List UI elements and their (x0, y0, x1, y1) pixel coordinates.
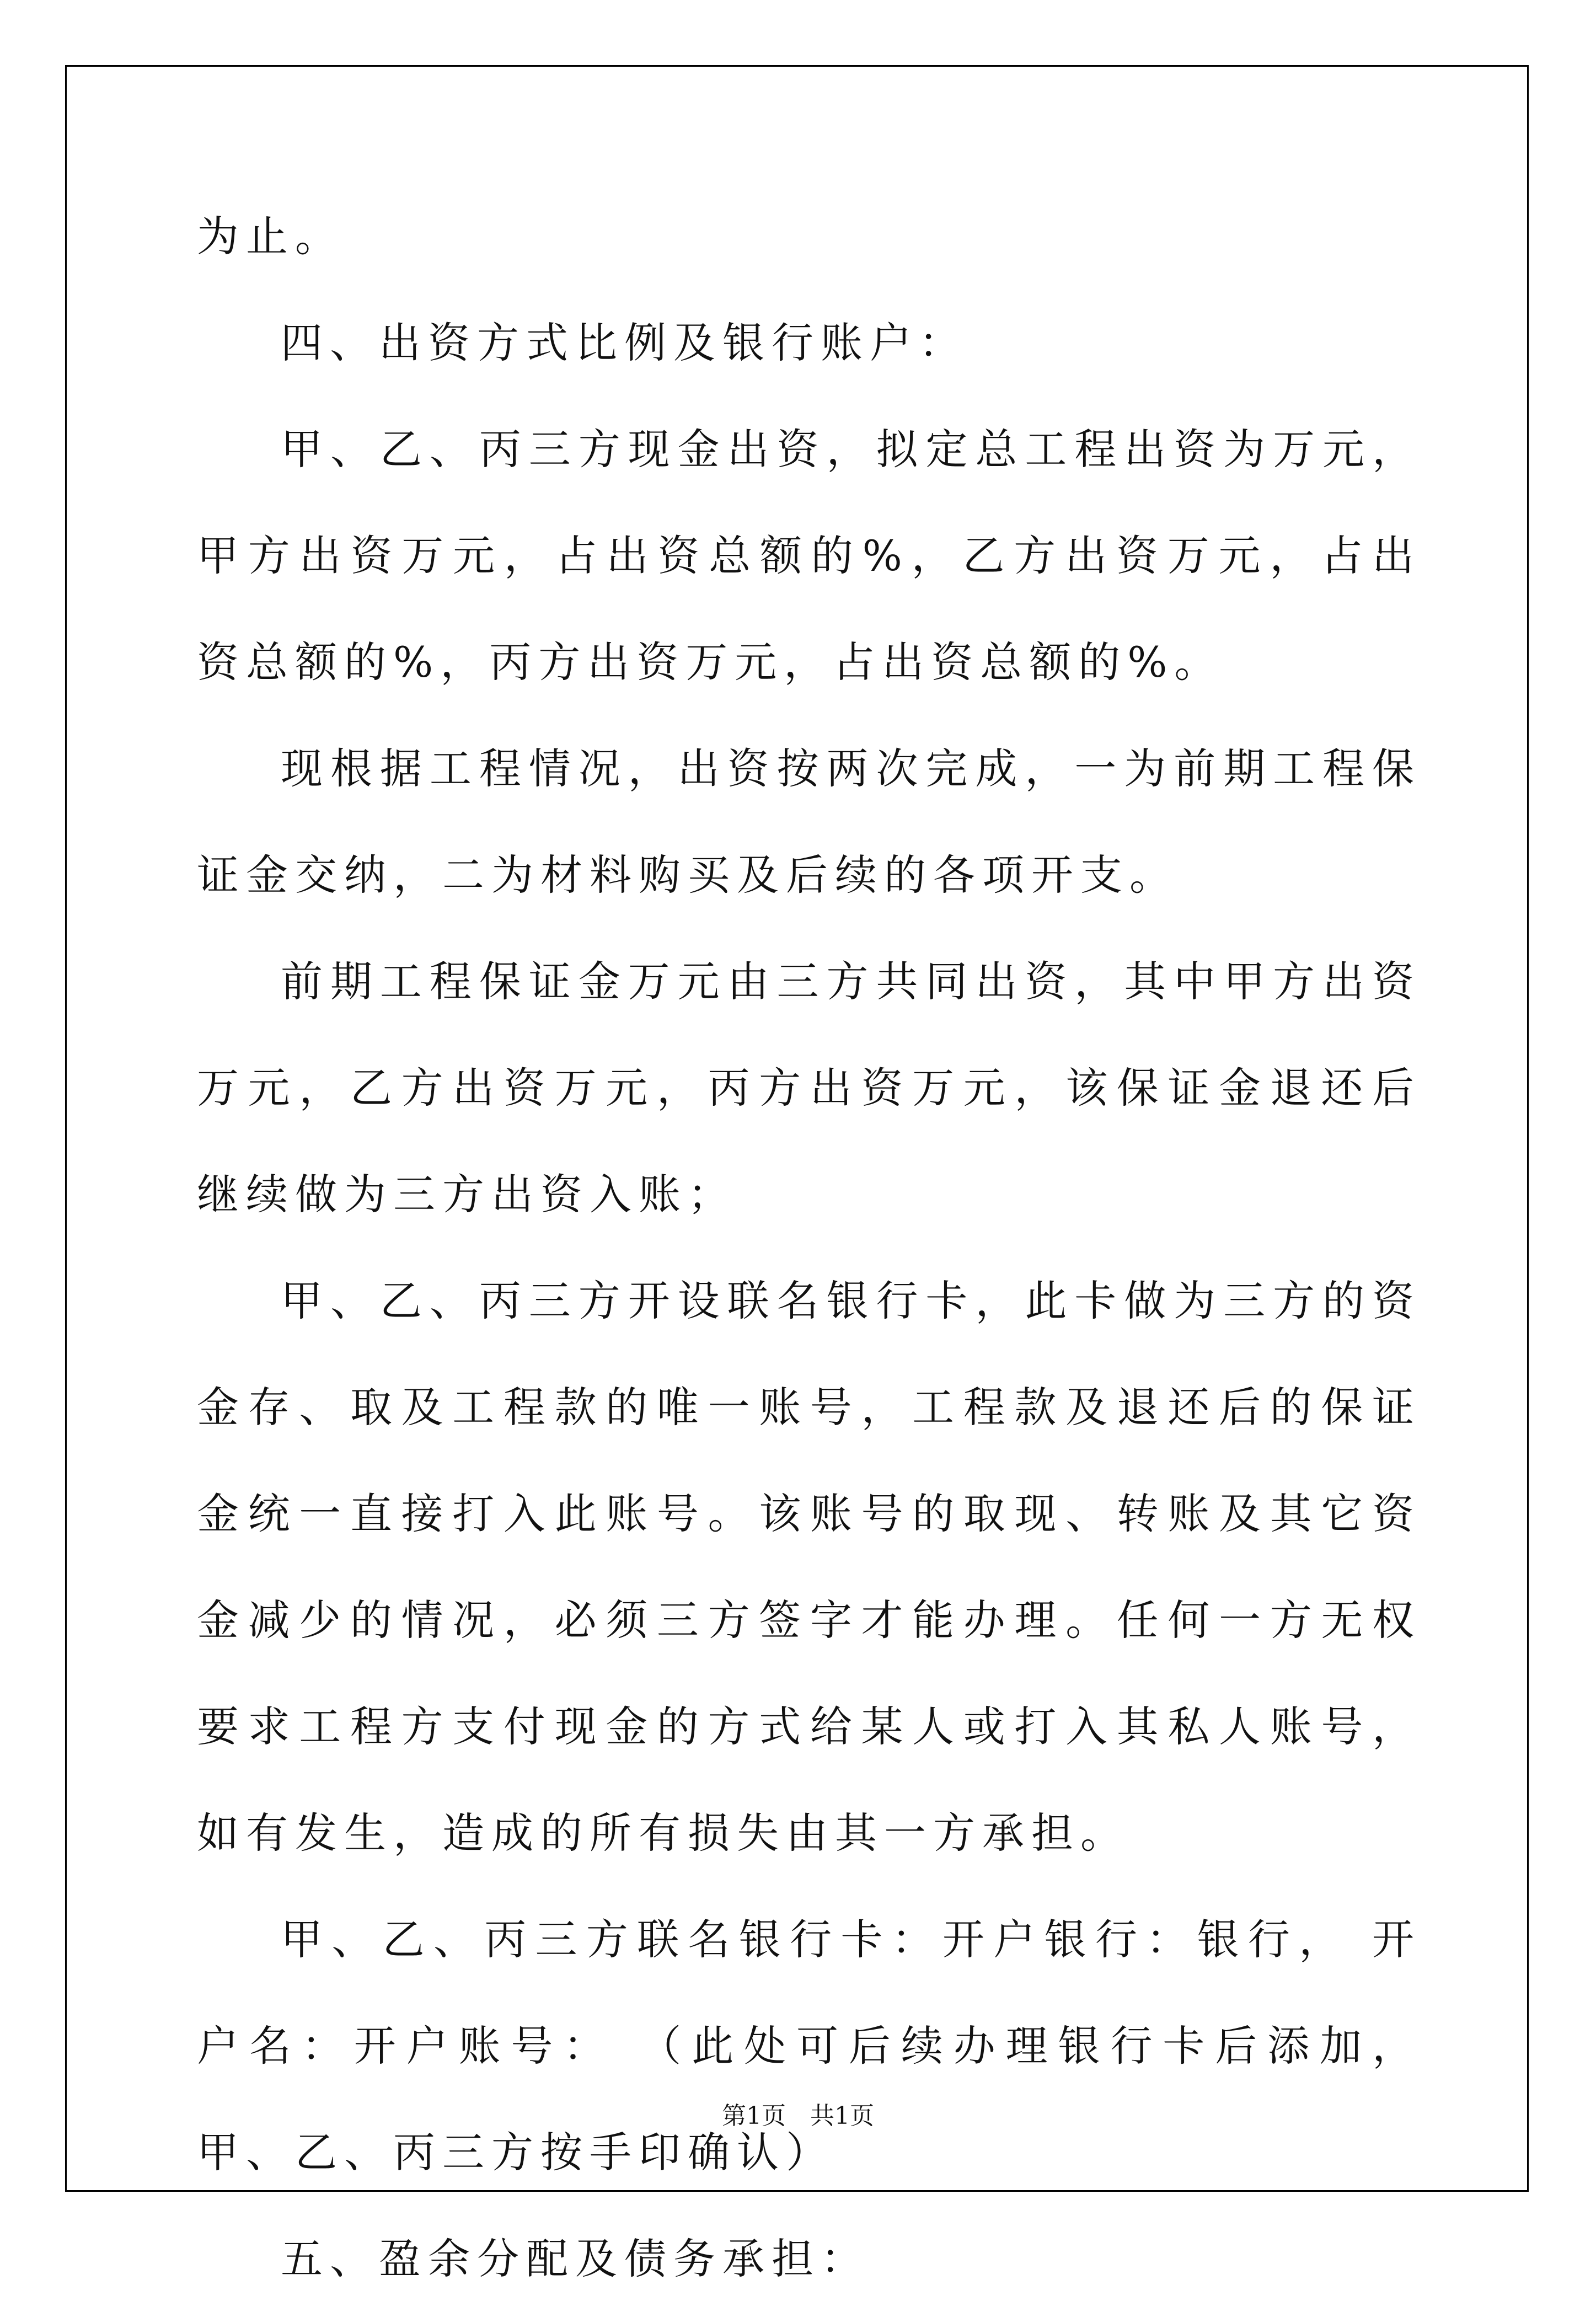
paragraph-8: 五、盈余分配及债务承担： (281, 2234, 870, 2283)
paragraph-1: 为止。 (197, 212, 344, 261)
page-footer: 第1页 共1页 (722, 2102, 874, 2130)
paragraph-4: 现根据工程情况，出资按两次完成，一为前期工程保证金交纳，二为材料购买及后续的各项开支。 (197, 744, 1421, 900)
paragraph-3: 甲、乙、丙三方现金出资，拟定总工程出资为万元，甲方出资万元，占出资总额的%，乙方出资万元，占出资总额的%，丙方出资万元，占出资总额的%。 (197, 425, 1421, 687)
paragraph-7: 甲、乙、丙三方联名银行卡：开户银行：银行， 开户名：开户账号： （此处可后续办理银行卡后添加，甲、乙、丙三方按手印确认） (197, 1915, 1421, 2177)
paragraph-6: 甲、乙、丙三方开设联名银行卡，此卡做为三方的资金存、取及工程款的唯一账号，工程款及退还后的保证金统一直接打入此账号。该账号的取现、转账及其它资金减少的情况，必须三方签字才能办理。任何一方无权要求工程方支付现金的方式给某人或打入其私人账号，如有发生，造成的所有损失由其一方承担。 (197, 1276, 1421, 1858)
document-body (197, 183, 1421, 2312)
paragraph-2: 四、出资方式比例及银行账户： (281, 318, 968, 367)
paragraph-5: 前期工程保证金万元由三方共同出资，其中甲方出资万元，乙方出资万元，丙方出资万元，该保证金退还后继续做为三方出资入账； (197, 957, 1421, 1219)
